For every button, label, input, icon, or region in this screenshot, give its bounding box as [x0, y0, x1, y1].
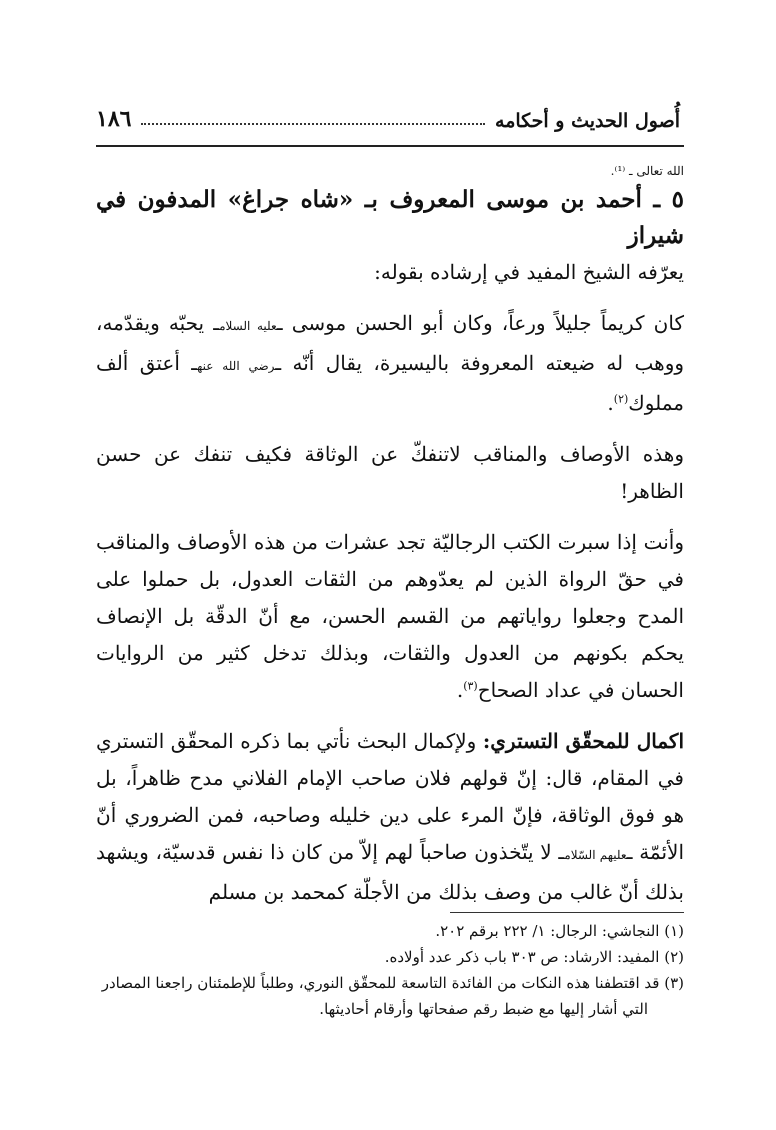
footnote-rule: [450, 912, 684, 913]
paragraph-quote: [96, 305, 684, 422]
rijal-end: .: [456, 678, 464, 702]
footnote-1: (١) النجاشي: الرجال: ١/ ٢٢٢ برقم ٢٠٢.: [435, 922, 684, 940]
paragraph-lead: اكمال للمحقّق التستري:: [482, 729, 685, 753]
honorific: عليهم السّلام: [564, 848, 627, 862]
footnote-2: (٢) المفيد: الارشاد: ص ٣٠٣ باب ذكر عدد أولاده.: [384, 948, 684, 966]
footnote-ref: (٢): [613, 392, 629, 406]
running-title: أُصول الحديث و أحكامه: [495, 110, 680, 132]
section-heading: ٥ ـ أحمد بن موسى المعروف بـ «شاه جراغ» المدفون في شيراز: [96, 186, 684, 249]
quote-text-a: كان كريماً جليلاً ورعاً، وكان أبو الحسن موسى ـ: [276, 311, 684, 335]
quote-end: .: [607, 391, 614, 415]
footnotes: [96, 918, 684, 1022]
header-rule: [96, 145, 684, 147]
honorific: رضي الله عنه: [197, 359, 276, 373]
paragraph-rijal: [96, 524, 684, 709]
page-number: ١٨٦: [96, 106, 132, 132]
quote-text-c: ـ أعتق ألف مملوك: [96, 351, 684, 415]
header-dotted-leader: [141, 123, 485, 125]
quote-text-b: ـ يحبّه ويقدّمه، ووهب له ضيعته المعروفة باليسيرة، يقال أنّه ـ: [96, 311, 685, 375]
footnote-3: (٣) قد اقتطفنا هذه النكات من الفائدة التاسعة للمحقّق النوري، وطلباً للإطمئنان راجعنا المصادر: [101, 974, 684, 992]
tustari-text-a: ولإكمال البحث نأتي بما ذكره المحقّق التستري في المقام، قال: إنّ قولهم فلان صاحب الإمام الفلاني مدح ظاهراً، بل هو فوق الوثاقة، فإنّ المرء على دين خليله وصاحبه، فمن الضروري أنّ الأئمّة ـ: [96, 729, 685, 864]
paragraph-intro: يعرّفه الشيخ المفيد في إرشاده بقوله:: [374, 260, 684, 284]
page-header: [96, 100, 680, 132]
footnote-3-continuation: التي أشار إليها مع ضبط رقم صفحاتها وأرقام أحاديثها.: [319, 1000, 648, 1018]
footnote-ref: (٣): [463, 679, 478, 693]
continuation-line: الله تعالى ـ ⁽¹⁾.: [610, 164, 684, 178]
paragraph-tustari: [96, 723, 684, 911]
paragraph-virtues: وهذه الأوصاف والمناقب لاتنفكّ عن الوثاقة فكيف تنفك عن حسن الظاهر!: [96, 442, 684, 503]
tustari-text-b: ـ لا يتّخذون صاحباً لهم إلاّ من كان ذا نفس قدسيّة، ويشهد بذلك أنّ غالب من وصف بذلك من الأجلّة كمحمد بن مسلم: [96, 840, 684, 904]
main-text: [96, 160, 684, 911]
rijal-text: وأنت إذا سبرت الكتب الرجاليّة تجد عشرات من هذه الأوصاف والمناقب في حقّ الرواة الذين لم يعدّوهم من الثقات العدول، بل حملوا على المدح وجعلوا رواياتهم من القسم الحسن، مع أنّ الدقّة بل الإنصاف يحكم بكونهم من العدول والثقات، وبذلك تدخل كثير من الروايات الحسان في عداد الصحاح: [96, 530, 684, 702]
honorific: عليه السلام: [219, 319, 277, 333]
